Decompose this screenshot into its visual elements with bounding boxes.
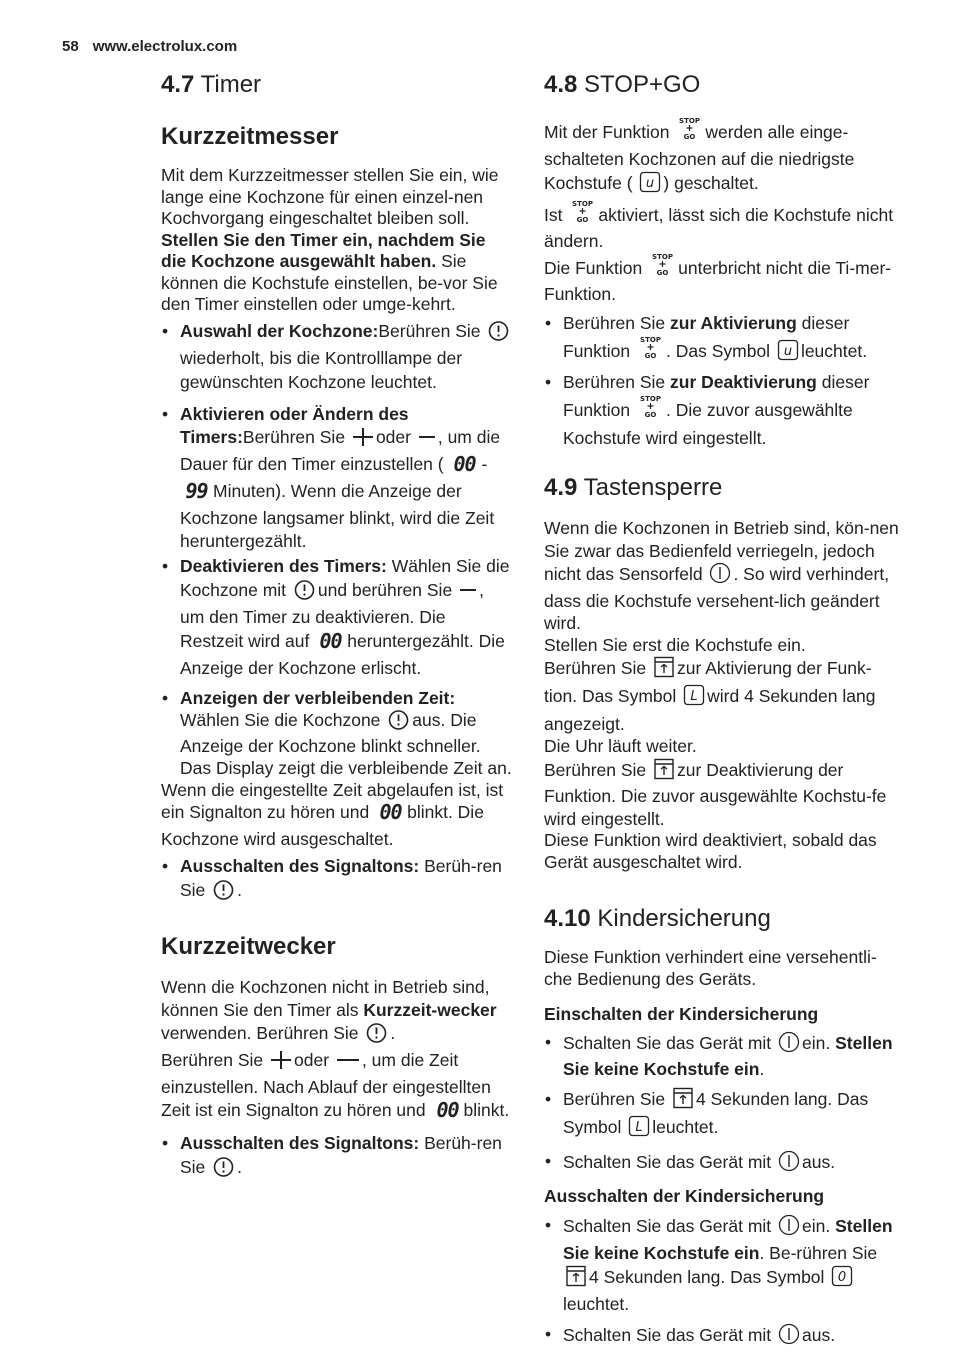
paragraph: Mit der Funktion STOP GO werden alle einge-schalteten Kochzonen auf die niedrigste Kochstufe ( u ) geschaltet.: [544, 116, 899, 199]
digit-display-icon: [376, 802, 405, 828]
power-icon: [778, 1031, 800, 1058]
svg-text:0: 0: [838, 1270, 847, 1285]
list-item: • Schalten Sie das Gerät mit aus.: [544, 1323, 899, 1350]
list-item: • Ausschalten des Signaltons: Berüh-ren Sie .: [161, 854, 513, 906]
list-item: • Deaktivieren des Timers: Wählen Sie die Kochzone mit und berühren Sie , um den Timer zu deaktivieren. Die Restzeit wird auf 00 heruntergezählt. Die Anzeige der Kochzone erlischt.: [161, 555, 513, 681]
digit-display-icon: [450, 454, 479, 480]
heading-4-8: 4.8 STOP+GO: [544, 71, 701, 98]
subheading-einschalten: Einschalten der Kindersicherung: [544, 1004, 819, 1024]
lock-l-symbol-icon: [683, 684, 705, 712]
paragraph: Wenn die Kochzonen nicht in Betrieb sind, können Sie den Timer als Kurzzeit-wecker verwenden. Berühren Sie .: [161, 976, 513, 1049]
heading-4-9: 4.9 Tastensperre: [544, 474, 723, 501]
timer-icon: [487, 320, 510, 348]
minus-icon: [336, 1050, 360, 1076]
paragraph: Diese Funktion wird deaktiviert, sobald das Gerät ausgeschaltet wird.: [544, 830, 877, 872]
svg-text:STOP: STOP: [640, 395, 661, 403]
svg-text:00: 00: [379, 802, 402, 822]
paragraph: Die Funktion STOP GO unterbricht nicht die Ti-mer-Funktion.: [544, 253, 892, 304]
paragraph: Die Uhr läuft weiter.: [544, 736, 697, 756]
power-icon: [778, 1150, 800, 1177]
svg-text:GO: GO: [656, 269, 669, 277]
site-url: www.electrolux.com: [92, 38, 238, 55]
stop-go-icon: [637, 394, 664, 426]
digit-display-icon: [182, 481, 211, 507]
subheading-kurzzeitwecker: Kurzzeitwecker: [161, 933, 336, 960]
svg-text:GO: GO: [577, 216, 589, 224]
svg-text:00: 00: [319, 630, 342, 651]
lock-icon: [565, 1265, 587, 1293]
list-item: • Berühren Sie zur Deaktivierung dieser Funktion STOP GO . Die zuvor ausgewählte Kochstufe wird eingestellt.: [544, 370, 899, 450]
page-header: [62, 38, 237, 55]
zero-symbol-icon: [831, 1265, 853, 1293]
power-level-u-icon: [777, 339, 799, 367]
list-item: • Schalten Sie das Gerät mit aus.: [544, 1150, 899, 1177]
lock-l-symbol-icon: [628, 1115, 650, 1143]
timer-icon: [365, 1022, 388, 1049]
list-item: • Schalten Sie das Gerät mit ein. Stellen Sie keine Kochstufe ein.: [544, 1031, 899, 1080]
minus-icon: [418, 427, 436, 453]
subheading-kurzzeitmesser: Kurzzeitmesser: [161, 123, 339, 150]
page-number: 58: [62, 38, 79, 55]
svg-text:L: L: [690, 689, 698, 704]
list-item: • Berühren Sie zur Aktivierung dieser Funktion STOP GO . Das Symbol u leuchtet.: [544, 311, 899, 367]
paragraph: Stellen Sie erst die Kochstufe ein.: [544, 634, 806, 655]
power-level-u-icon: [639, 171, 661, 199]
stop-go-icon: [569, 199, 596, 230]
svg-text:STOP: STOP: [572, 200, 594, 208]
timer-icon: [387, 709, 410, 735]
timer-icon: [212, 1156, 235, 1183]
svg-text:L: L: [635, 1120, 643, 1135]
list-item: • Anzeigen der verbleibenden Zeit: Wählen Sie die Kochzone aus. Die Anzeige der Kochzone blinkt schneller. Das Display zeigt die verbleibende Zeit an.: [161, 687, 513, 779]
paragraph: Ist STOP GO aktiviert, lässt sich die Kochstufe nicht ändern.: [544, 200, 894, 251]
subheading-ausschalten: Ausschalten der Kindersicherung: [544, 1186, 825, 1206]
minus-icon: [459, 580, 477, 607]
right-column: [544, 70, 899, 1350]
power-icon: [709, 562, 731, 590]
digit-display-icon: [433, 1100, 462, 1126]
timer-icon: [212, 879, 235, 906]
svg-text:00: 00: [435, 1100, 459, 1120]
power-icon: [778, 1214, 800, 1242]
stop-go-icon: [649, 252, 676, 283]
svg-text:GO: GO: [683, 133, 696, 141]
paragraph: Diese Funktion verhindert eine versehentli-che Bedienung des Geräts.: [544, 947, 877, 989]
svg-text:u: u: [646, 176, 655, 191]
list-item: • Ausschalten des Signaltons: Berüh-ren Sie .: [161, 1131, 513, 1183]
paragraph: Stellen Sie den Timer ein, nachdem Sie die Kochzone ausgewählt haben. Sie können die Kochstufe einstellen, be-vor Sie den Timer einstellen oder umge-kehrt.: [161, 229, 498, 314]
paragraph: Wenn die eingestellte Zeit abgelaufen ist, ist ein Signalton zu hören und 00 blinkt. Die Kochzone wird ausgeschaltet.: [161, 779, 504, 849]
list-item: • Schalten Sie das Gerät mit ein. Stellen Sie keine Kochstufe ein. Be-rühren Sie 4 Sekunden lang. Das Symbol 0 leuchtet.: [544, 1214, 899, 1316]
list-item: • Auswahl der Kochzone:Berühren Sie wiederholt, bis die Kontrolllampe der gewünschten Kochzone leuchtet.: [161, 320, 513, 395]
digit-display-icon: [316, 631, 345, 658]
svg-text:GO: GO: [644, 411, 657, 419]
paragraph: Mit dem Kurzzeitmesser stellen Sie ein, wie lange eine Kochzone für einen einzel-nen Kochvorgang eingeschaltet bleiben soll.: [161, 165, 499, 228]
left-column: [161, 70, 513, 1183]
paragraph: Berühren Sie oder , um die Zeit einzustellen. Nach Ablauf der eingestellten Zeit ist ein Signalton zu hören und 00 blinkt.: [161, 1049, 513, 1126]
lock-icon: [672, 1087, 694, 1115]
paragraph: Wenn die Kochzonen in Betrieb sind, kön-nen Sie zwar das Bedienfeld verriegeln, jedoch nicht das Sensorfeld . So wird verhindert, dass die Kochstufe versehent-lich geändert wird.: [544, 518, 899, 633]
svg-text:99: 99: [185, 481, 208, 501]
stop-go-icon: [637, 335, 664, 367]
svg-text:00: 00: [453, 454, 477, 474]
paragraph: Berühren Sie zur Aktivierung der Funk-tion. Das Symbol L wird 4 Sekunden lang angezeigt.: [544, 658, 876, 734]
heading-4-10: 4.10 Kindersicherung: [544, 905, 771, 932]
timer-icon: [293, 579, 316, 607]
list-item: • Aktivieren oder Ändern des Timers:Berühren Sie oder , um die Dauer für den Timer einzustellen ( 00 - 99 Minuten). Wenn die Anzeige der Kochzone langsamer blinkt, wird die Zeit heruntergezählt.: [161, 403, 513, 553]
svg-text:STOP: STOP: [652, 253, 674, 261]
lock-icon: [653, 758, 675, 786]
plus-icon: [352, 427, 374, 453]
heading-4-7: 4.7 Timer: [161, 71, 262, 98]
svg-text:STOP: STOP: [640, 336, 661, 344]
svg-text:GO: GO: [644, 352, 657, 360]
plus-icon: [270, 1050, 292, 1076]
paragraph: Berühren Sie zur Deaktivierung der Funktion. Die zuvor ausgewählte Kochstu-fe wird eingestellt.: [544, 759, 887, 829]
svg-text:STOP: STOP: [679, 117, 701, 125]
stop-go-icon: [676, 116, 703, 148]
power-icon: [778, 1323, 800, 1350]
list-item: • Berühren Sie 4 Sekunden lang. Das Symbol L leuchtet.: [544, 1087, 899, 1143]
svg-text:u: u: [783, 344, 793, 359]
lock-icon: [653, 656, 675, 684]
